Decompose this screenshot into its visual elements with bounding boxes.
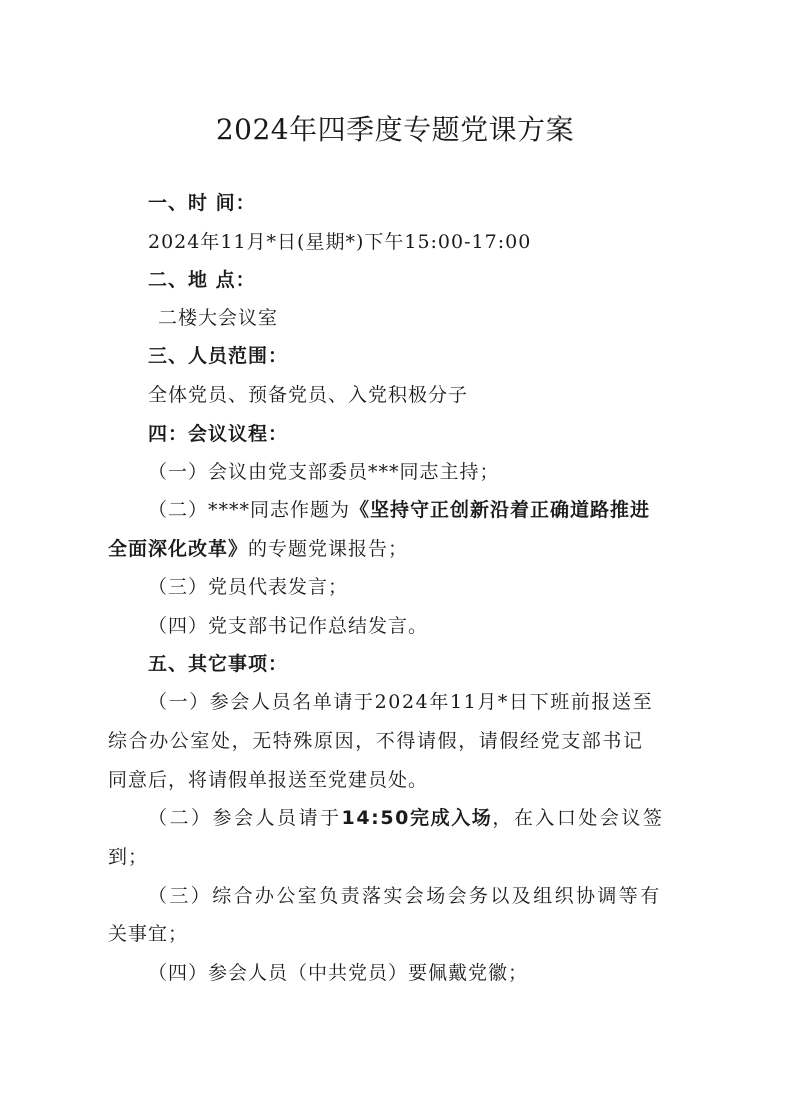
other-item-2-arrival-time: 14:50完成入场 [341,807,493,829]
other-item-3-line2: 关事宜； [108,923,189,945]
other-item-4: （四）参会人员（中共党员）要佩戴党徽； [148,962,529,984]
section-attendees-content: 全体党员、预备党员、入党积极分子 [148,384,469,406]
agenda-item-2-line1 [148,498,650,522]
other-item-2-part-b: ，在入口处会议签 [492,807,665,829]
section-attendees-heading: 三、人员范围： [148,345,289,367]
section-time-heading: 一、时 间： [148,192,256,214]
section-place-heading: 二、地 点： [148,269,256,291]
other-item-1-line2: 综合办公室处，无特殊原因，不得请假，请假经党支部书记 [108,730,644,752]
section-agenda-heading: 四：会议议程： [148,423,289,445]
agenda-item-2-line2 [108,537,408,561]
document-title: 2024年四季度专题党课方案 [215,113,575,146]
agenda-item-3: （三）党员代表发言； [148,576,349,598]
section-other-heading: 五、其它事项： [148,653,289,675]
agenda-item-4: （四）党支部书记作总结发言。 [148,615,429,637]
other-item-1-line3: 同意后，将请假单报送至党建员处。 [108,769,429,791]
agenda-item-2-prefix: （二）****同志作题为 [148,499,351,521]
other-item-2-line1 [148,806,664,830]
other-item-2-part-a: （二）参会人员请于 [148,807,342,829]
agenda-item-2-speech-title: 《坚持守正创新沿着正确道路推进 [350,499,651,521]
other-item-1-line1: （一）参会人员名单请于2024年11月*日下班前报送至 [148,691,654,713]
agenda-item-2-suffix: 的专题党课报告； [248,538,409,560]
agenda-item-2-speech-title-cont: 全面深化改革》 [108,538,249,560]
other-item-2-line2: 到； [108,846,149,868]
other-item-3-line1: （三）综合办公室负责落实会场会务以及组织协调等有 [148,885,662,907]
section-time-content: 2024年11月*日(星期*)下午15:00-17:00 [148,231,532,253]
agenda-item-1: （一）会议由党支部委员***同志主持； [148,461,500,483]
section-place-content: 二楼大会议室 [158,307,279,329]
